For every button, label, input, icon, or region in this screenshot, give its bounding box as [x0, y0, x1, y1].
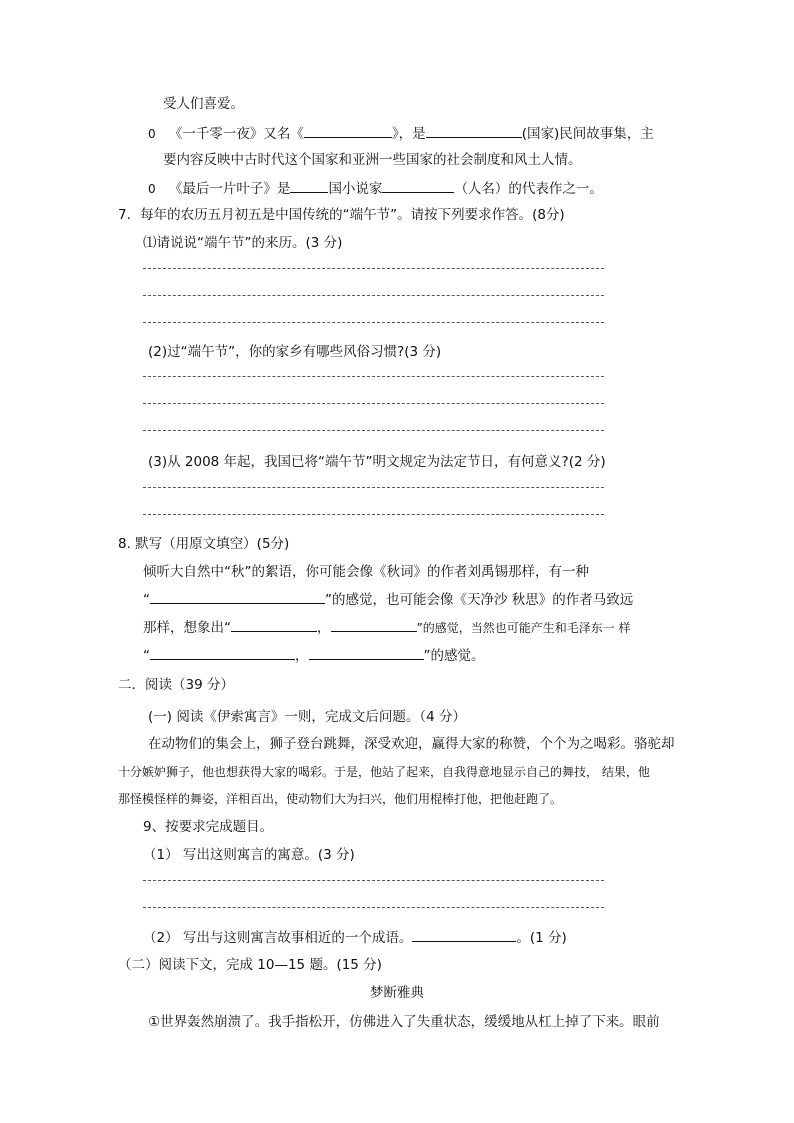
item-marker: 0	[148, 182, 156, 196]
article-paragraph: ①世界轰然崩溃了。我手指松开，仿佛进入了失重状态，缓缓地从杠上掉了下来。眼前	[148, 1014, 660, 1030]
fill-blank[interactable]	[309, 646, 424, 660]
fill-blank[interactable]	[150, 590, 325, 604]
reading-part-2-heading: （二）阅读下文，完成 10—15 题。(15 分)	[118, 957, 382, 973]
question-7-2: (2)过“端午节”，你的家乡有哪些风俗习惯?(3 分)	[148, 344, 442, 360]
text-line: 要内容反映中古时代这个国家和亚洲一些国家的社会制度和风土人情。	[163, 152, 582, 168]
answer-line[interactable]	[143, 268, 604, 269]
text-segment: 》，是	[391, 126, 426, 142]
answer-line[interactable]	[143, 514, 604, 515]
answer-line[interactable]	[143, 430, 604, 431]
text-segment: 国小说家	[328, 181, 383, 197]
question-9-stem: 9、按要求完成题目。	[143, 819, 274, 835]
fable-text: 在动物们的集会上，狮子登台跳舞，深受欢迎，赢得大家的称赞，个个为之喝彩。骆驼却	[148, 736, 675, 752]
answer-line[interactable]	[143, 322, 604, 323]
text-segment: ”的感觉。	[423, 648, 485, 664]
fill-blank[interactable]	[231, 618, 317, 632]
text-segment: （人名）的代表作之一。	[454, 181, 603, 197]
fill-blank[interactable]	[382, 179, 454, 193]
fable-text: 十分嫉妒狮子，他也想获得大家的喝彩。于是，他站了起来，自我得意地显示自己的舞技， 结果，他	[118, 765, 650, 779]
answer-line[interactable]	[143, 487, 604, 488]
question-arabian-nights	[148, 124, 654, 143]
text-segment: （2） 写出与这则寓言故事相近的一个成语。	[143, 930, 413, 946]
text-segment: ，	[295, 648, 309, 664]
text-segment: (国家)民间故事集，主	[521, 126, 654, 142]
text-line: 倾听大自然中“秋”的絮语，你可能会像《秋词》的作者刘禹锡那样，有一种	[143, 564, 589, 580]
fill-blank[interactable]	[331, 618, 417, 632]
fill-blank[interactable]	[290, 179, 328, 193]
text-segment: ，	[317, 620, 331, 636]
text-line: 受人们喜爱。	[163, 96, 244, 112]
fill-blank[interactable]	[426, 124, 522, 138]
fill-blank[interactable]	[412, 928, 516, 942]
text-segment: “	[143, 648, 150, 664]
text-segment: 《最后一片叶子》是	[168, 181, 291, 197]
question-7-1: ⑴请说说“端午节”的来历。(3 分)	[143, 235, 343, 251]
article-title: 梦断雅典	[370, 985, 424, 1001]
fill-blank[interactable]	[150, 646, 295, 660]
question-9-1: （1） 写出这则寓言的寓意。(3 分)	[143, 847, 355, 863]
text-segment: ”的感觉，也可能会像《天净沙 秋思》的作者马致远	[325, 592, 634, 608]
answer-line[interactable]	[143, 295, 604, 296]
text-segment: 。(1 分)	[516, 930, 567, 946]
reading-part-1-heading: (一) 阅读《伊索寓言》一则，完成文后问题。（4 分）	[148, 709, 466, 725]
question-9-2	[143, 928, 567, 947]
item-marker: 0	[148, 127, 156, 141]
recitation-line	[143, 590, 633, 609]
recitation-line	[143, 618, 631, 637]
answer-line[interactable]	[143, 376, 604, 377]
text-segment: 那样，想象出“	[143, 620, 231, 636]
recitation-line	[143, 646, 485, 665]
answer-line[interactable]	[143, 880, 604, 881]
answer-line[interactable]	[143, 907, 604, 908]
fill-blank[interactable]	[304, 124, 392, 138]
fable-text: 那怪模怪样的舞姿，洋相百出，使动物们大为扫兴，他们用棍棒打他，把他赶跑了。	[118, 792, 563, 806]
question-7-stem: 7．每年的农历五月初五是中国传统的“端午节”。请按下列要求作答。(8分)	[118, 207, 565, 223]
text-segment: 《一千零一夜》又名《	[168, 126, 304, 142]
text-segment: ”的感觉，当然也可能产生和毛泽东一 样	[416, 621, 631, 635]
text-segment: “	[143, 592, 150, 608]
question-last-leaf	[148, 179, 603, 198]
question-7-3: (3)从 2008 年起，我国已将“端午节”明文规定为法定节日，有何意义?(2 分)	[148, 454, 606, 470]
section-heading: 二．阅读（39 分）	[118, 677, 234, 693]
question-8-stem: 8. 默写（用原文填空）(5分)	[118, 536, 290, 552]
answer-line[interactable]	[143, 403, 604, 404]
